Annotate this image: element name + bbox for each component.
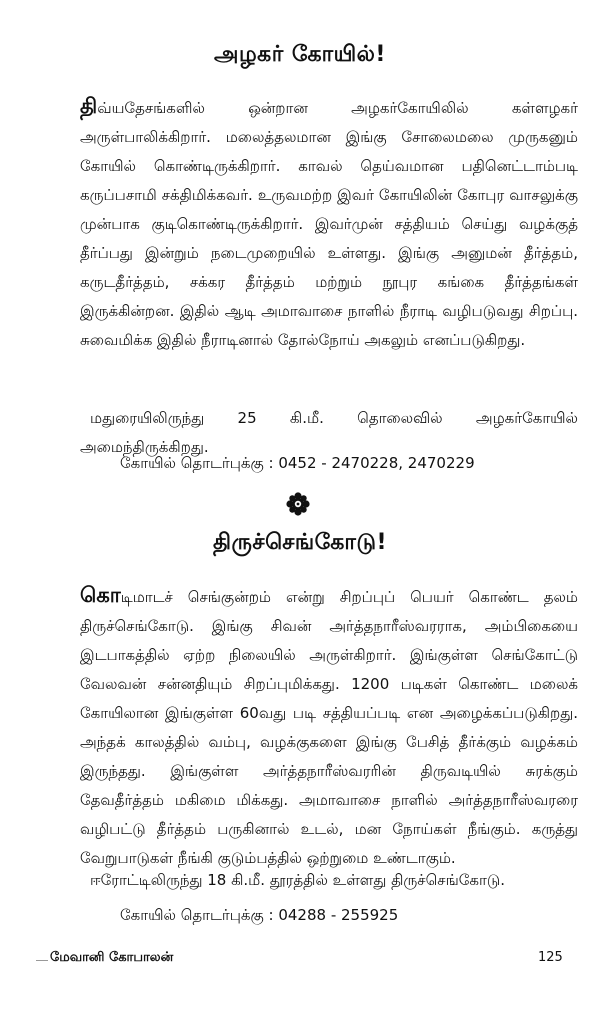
footer-rule (36, 960, 48, 961)
alagar-kovil-contact: கோயில் தொடர்புக்கு : 0452 - 2470228, 2470229 (120, 454, 475, 472)
paragraph-text: டிமாடச் செங்குன்றம் என்று சிறப்புப் பெயர் கொண்ட தலம் திருச்செங்கோடு. இங்கு சிவன் அர்த்தநாரீஸ்வரராக, அம்பிகையை இடபாகத்தில் ஏற்ற நிலையில் அருள்கிறார். இங்குள்ள செங்கோட்டு வேலவன் சன்னதியும் சிறப்புமிக்கது. 1200 படிகள் கொண்ட மலைக் கோயிலான இங்குள்ள 60வது படி சத்தியப்படி என அழைக்கப்படுகிறது. அந்தக் காலத்தில் வம்பு, வழக்குகளை இங்கு பேசித் தீர்க்கும் வழக்கம் இருந்தது. இங்குள்ள அர்த்தநாரீஸ்வரரின் திருவடியில் சுரக்கும் தேவதீர்த்தம் மகிமை மிக்கது. அமாவாசை நாளில் அர்த்தநாரீஸ்வரரை வழிபட்டு தீர்த்தம் பருகினால் உடல், மன நோய்கள் நீங்கும். கருத்து வேறுபாடுகள் நீங்கி குடும்பத்தில் ஒற்றுமை உண்டாகும். (80, 588, 578, 867)
drop-cap: தி (80, 94, 98, 118)
section-title-alagar-kovil: அழகர் கோயில்! (214, 42, 386, 67)
tiruchengode-paragraph (80, 581, 578, 873)
alagar-kovil-paragraph (80, 92, 578, 355)
paragraph-text: வ்யதேசங்களில் ஒன்றான அழகர்கோயிலில் கள்ளழகர் அருள்பாலிக்கிறார். மலைத்தலமான இங்கு சோலைமலை முருகனும் கோயில் கொண்டிருக்கிறார். காவல் தெய்வமான பதினெட்டாம்படி கருப்பசாமி சக்திமிக்கவர். உருவமற்ற இவர் கோயிலின் கோபுர வாசலுக்கு முன்பாக குடிகொண்டிருக்கிறார். இவர்முன் சத்தியம் செய்து வழக்குத் தீர்ப்பது இன்றும் நடைமுறையில் உள்ளது. இங்கு அனுமன் தீர்த்தம், கருடதீர்த்தம், சக்கர தீர்த்தம் மற்றும் நூபுர கங்கை தீர்த்தங்கள் இருக்கின்றன. இதில் ஆடி அமாவாசை நாளில் நீராடி வழிபடுவது சிறப்பு. சுவைமிக்க இதில் நீராடினால் தோல்நோய் அகலும் எனப்படுகிறது. (80, 99, 578, 349)
section-title-tiruchengode: திருச்செங்கோடு! (212, 530, 388, 555)
footer-author: மேவானி கோபாலன் (50, 950, 174, 965)
tiruchengode-location: ஈரோட்டிலிருந்து 18 கி.மீ. தூரத்தில் உள்ளது திருச்செங்கோடு. (90, 871, 505, 889)
drop-cap: கொ (80, 583, 121, 607)
page-number: 125 (538, 950, 563, 965)
alagar-kovil-location: மதுரையிலிருந்து 25 கி.மீ. தொலைவில் அழகர்கோயில் அமைந்திருக்கிறது. (80, 409, 578, 456)
flower-ornament-icon (286, 492, 310, 516)
tiruchengode-contact: கோயில் தொடர்புக்கு : 04288 - 255925 (120, 906, 399, 924)
